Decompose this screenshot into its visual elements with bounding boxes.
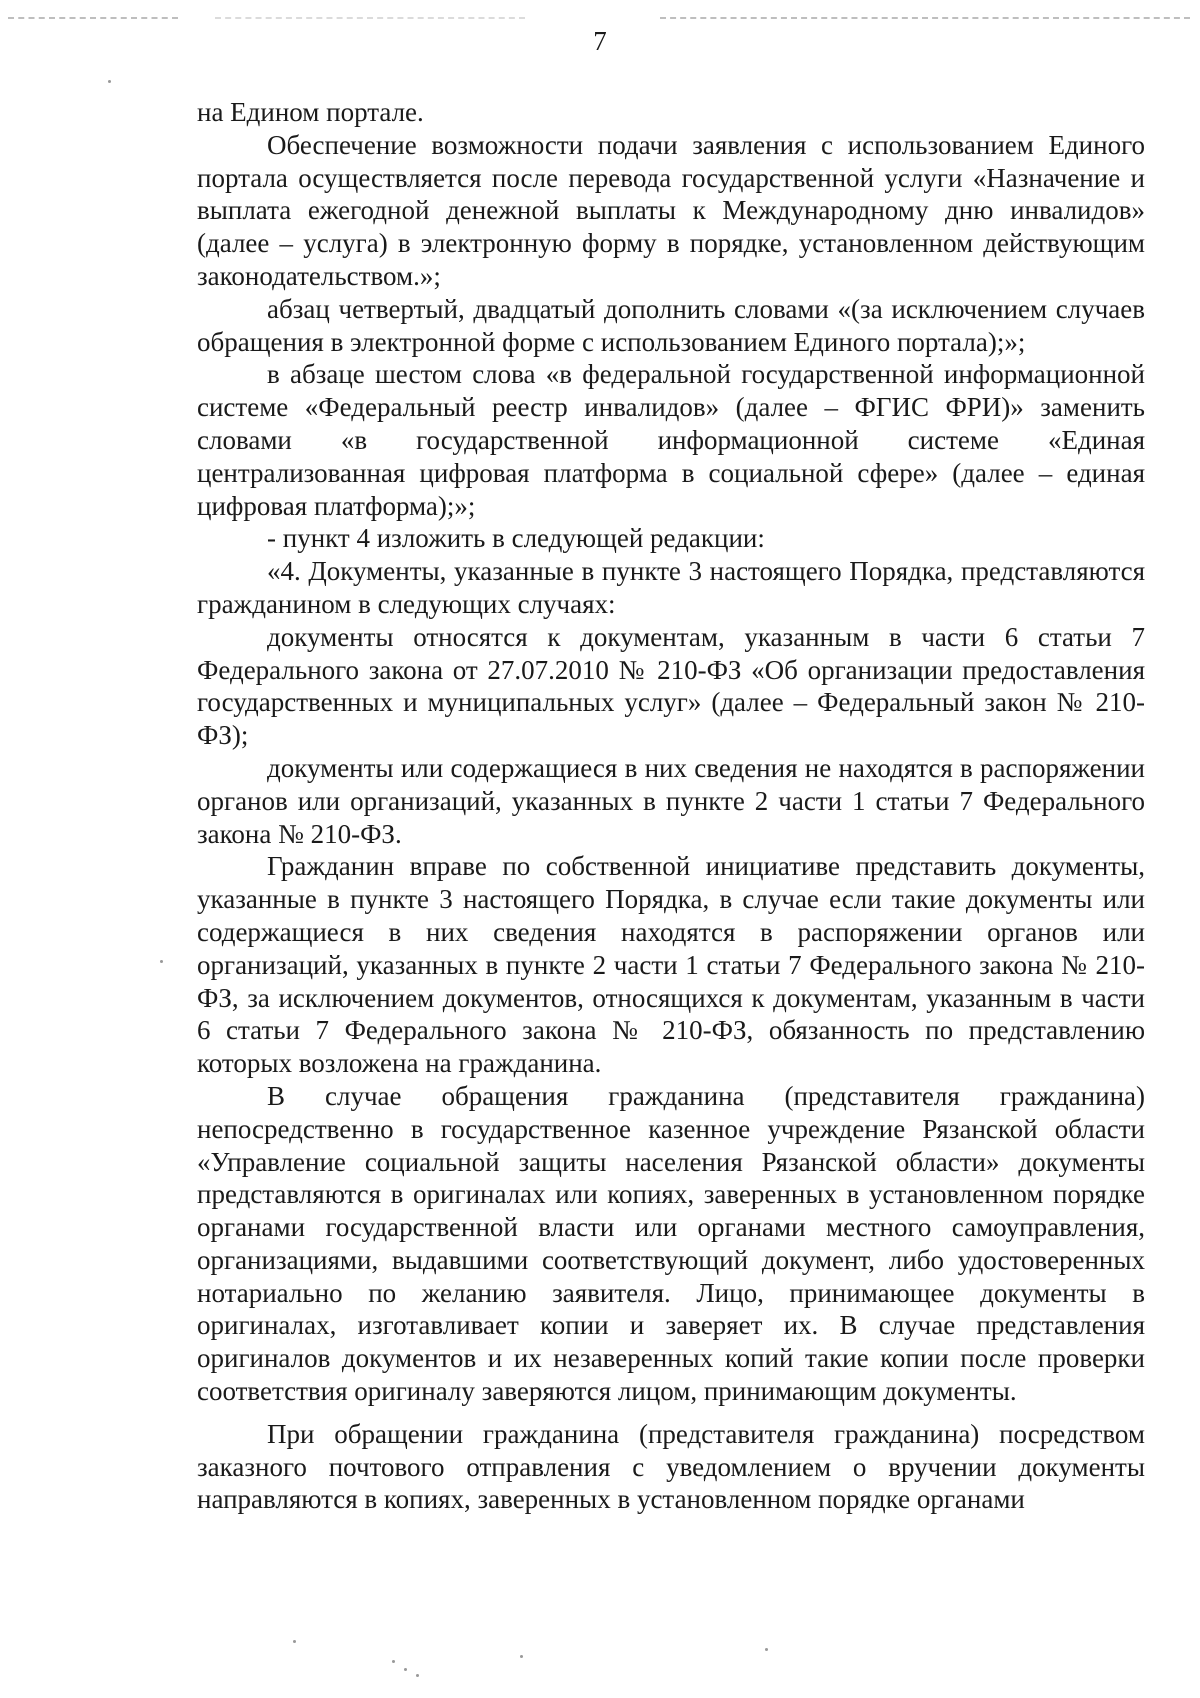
page-number: 7 xyxy=(593,26,607,56)
paragraph-6: «4. Документы, указанные в пункте 3 настоящего Порядка, представляются гражданином в следующих случаях: xyxy=(197,556,1145,619)
scan-speck xyxy=(404,1668,407,1671)
scan-speck xyxy=(160,960,163,963)
paragraph-7: документы относятся к документам, указанным в части 6 статьи 7 Федерального закона от 27.07.2010 № 210-ФЗ «Об организации предоставления государственных и муниципальных услуг» (далее – Федеральный закон № 210-ФЗ); xyxy=(197,621,1145,751)
scan-speck xyxy=(108,80,111,83)
paragraph-3: абзац четвертый, двадцатый дополнить словами «(за исключением случаев обращения в электронной форме с использованием Единого портала);»; xyxy=(197,293,1145,357)
scan-speck xyxy=(520,1655,523,1658)
paragraph-8: документы или содержащиеся в них сведения не находятся в распоряжении органов или организаций, указанных в пункте 2 части 1 статьи 7 Федерального закона № 210-ФЗ. xyxy=(197,752,1145,849)
scan-speck xyxy=(416,1674,419,1677)
scan-edge-middle xyxy=(215,17,525,19)
paragraph-1: на Едином портале. xyxy=(197,97,424,127)
scan-speck xyxy=(765,1648,768,1651)
paragraph-4: в абзаце шестом слова «в федеральной государственной информационной системе «Федеральный реестр инвалидов» (далее – ФГИС ФРИ)» заменить словами «в государственной информационной системе «Единая централизованная цифровая платформа в социальной сфере» (далее – единая цифровая платформа);»; xyxy=(197,359,1145,521)
paragraph-5: - пункт 4 изложить в следующей редакции: xyxy=(267,523,765,554)
scan-speck xyxy=(293,1640,296,1643)
paragraph-9: Гражданин вправе по собственной инициативе представить документы, указанные в пункте 3 настоящего Порядка, в случае если такие документы или содержащиеся в них сведения находятся в распоряжении органов или организаций, указанных в пункте 2 части 1 статьи 7 Федерального закона № 210-ФЗ, за исключением документов, относящихся к документам, указанным в части 6 статьи 7 Федерального закона № 210-ФЗ, обязанность по представлению которых возложена на гражданина. xyxy=(197,851,1145,1079)
paragraph-11: При обращении гражданина (представителя гражданина) посредством заказного почтового отправления с уведомлением о вручении документы направляются в копиях, заверенных в установленном порядке органами xyxy=(197,1418,1145,1515)
paragraph-10: В случае обращения гражданина (представителя гражданина) непосредственно в государственное казенное учреждение Рязанской области «Управление социальной защиты населения Рязанской области» документы представляются в оригиналах или копиях, заверенных в установленном порядке органами государственной власти или органами местного самоуправления, организациями, выдавшими соответствующий документ, либо удостоверенных нотариально по желанию заявителя. Лицо, принимающее документы в оригиналах, изготавливает копии и заверяет их. В случае представления оригиналов документов и их незаверенных копий такие копии после проверки соответствия оригиналу заверяются лицом, принимающим документы. xyxy=(197,1080,1145,1407)
document-body xyxy=(197,96,1145,1516)
scan-speck xyxy=(392,1660,395,1663)
scan-edge-left xyxy=(8,17,178,19)
scan-edge-right xyxy=(660,17,1190,19)
paragraph-2: Обеспечение возможности подачи заявления с использованием Единого портала осуществляется после перевода государственной услуги «Назначение и выплата ежегодной денежной выплаты к Международному дню инвалидов» (далее – услуга) в электронную форму в порядке, установленном действующим законодательством.»; xyxy=(197,129,1145,291)
